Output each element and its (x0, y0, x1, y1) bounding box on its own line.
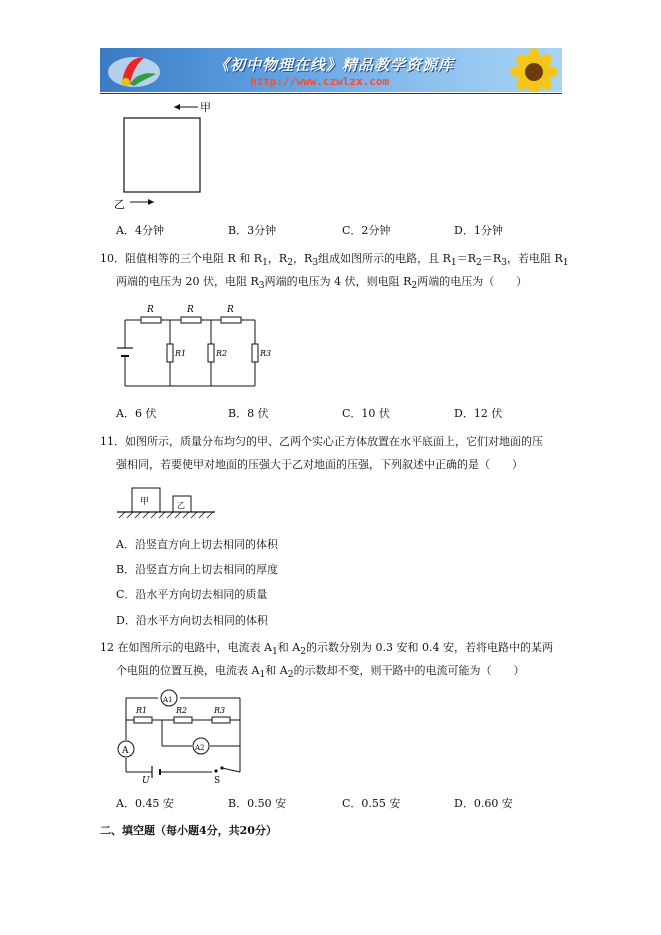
q9-option-b: B．3分钟 (228, 224, 277, 237)
q12-label-r3: R3 (214, 706, 226, 715)
q9-option-a: A．4分钟 (116, 224, 164, 237)
q12-label-s: S (214, 776, 221, 784)
q10-label-r-b: R (187, 305, 194, 315)
q11-blocks-figure (115, 482, 220, 522)
q12-option-b: B．0.50 安 (228, 797, 287, 810)
q12-option-d: D．0.60 安 (454, 797, 513, 810)
q9-square-figure (110, 98, 220, 210)
banner-url: http://www.czwlzx.com (250, 75, 390, 88)
q10-option-b: B．8 伏 (228, 407, 269, 420)
q11-option-a: A．沿竖直方向上切去相同的体积 (116, 538, 278, 551)
q12-stem-line1: 12 在如图所示的电路中，电流表 $A_1$和 $A_2$的示数分别为 0.3 安和 0.4 安，若将电路中的某两 (100, 641, 554, 658)
banner-title: 《初中物理在线》精品教学资源库 (214, 56, 455, 74)
header-banner (100, 48, 562, 92)
q11-stem-line2: 强相同，若要使甲对地面的压强大于乙对地面的压强，下列叙述中正确的是（ ） (116, 458, 523, 471)
q9-option-d: D．1分钟 (454, 224, 503, 237)
q12-circuit-diagram (112, 684, 252, 784)
q10-stem-line1: 10．阻值相等的三个电阻 R 和 $R_1$，$R_2$，$R_3$组成如图所示的电路，且 $R_1=R_2=R_3$，若电阻 $R_1$ (100, 252, 569, 269)
q9-option-c: C．2分钟 (342, 224, 391, 237)
sunflower-icon (500, 48, 562, 92)
q11-block-jia-label: 甲 (140, 497, 150, 507)
header-rule (100, 93, 562, 94)
q9-label-jia: 甲 (200, 101, 211, 114)
q12-stem-line2: 个电阻的位置互换，电流表 $A_1$和 $A_2$的示数却不变，则干路中的电流可能为（ ） (116, 664, 525, 681)
q10-option-d: D．12 伏 (454, 407, 503, 420)
q11-option-b: B．沿竖直方向上切去相同的厚度 (116, 563, 279, 576)
section-title-fill-in: 二、填空题（每小题4分，共20分） (100, 824, 277, 837)
q12-label-r2: R2 (176, 706, 188, 715)
q12-meter-a2-label: A2 (195, 744, 205, 752)
q12-meter-a1-label: A1 (163, 696, 173, 704)
q12-label-u: U (142, 776, 150, 784)
q12-label-r1: R1 (136, 706, 148, 715)
q10-option-c: C．10 伏 (342, 407, 390, 420)
q12-meter-a-label: A (122, 746, 129, 756)
q10-label-r1: R1 (175, 349, 187, 358)
q10-label-r-c: R (227, 305, 234, 315)
q11-block-yi-label: 乙 (177, 501, 185, 510)
logo-icon (104, 50, 164, 90)
q10-label-r3: R3 (260, 349, 272, 358)
q11-stem-line1: 11．如图所示，质量分布均匀的甲、乙两个实心正方体放置在水平底面上，它们对地面的压 (100, 435, 543, 448)
q11-option-c: C．沿水平方向切去相同的质量 (116, 588, 268, 601)
q10-label-r-a: R (147, 305, 154, 315)
q11-option-d: D．沿水平方向切去相同的体积 (116, 614, 268, 627)
q12-option-c: C．0.55 安 (342, 797, 401, 810)
q12-option-a: A．0.45 安 (116, 797, 174, 810)
q9-label-yi: 乙 (114, 198, 125, 210)
q10-label-r2: R2 (216, 349, 228, 358)
q10-option-a: A．6 伏 (116, 407, 157, 420)
q10-circuit-diagram (115, 298, 275, 390)
q10-stem-line2: 两端的电压为 20 伏，电阻 $R_3$两端的电压为 4 伏，则电阻 $R_2$两端的电压为（ ） (116, 275, 528, 292)
